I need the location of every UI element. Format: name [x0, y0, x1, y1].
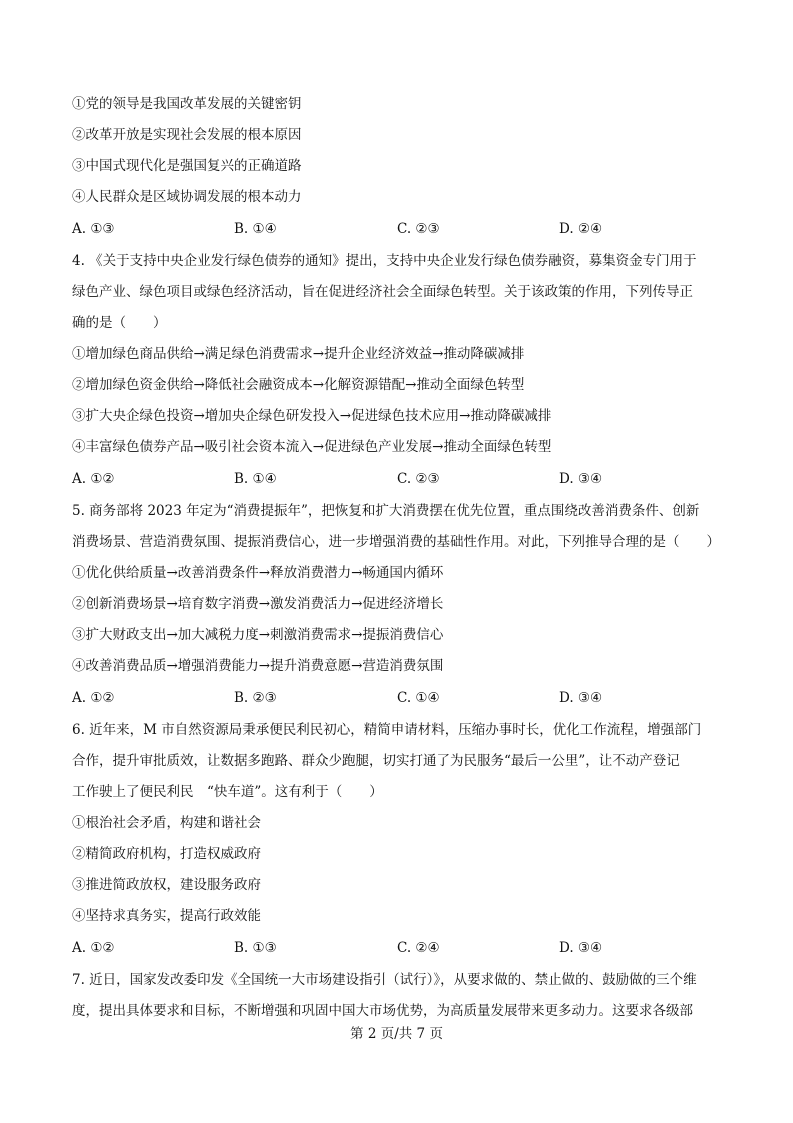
q5-item-4: ④改善消费品质→增强消费能力→提升消费意愿→营造消费氛围: [72, 658, 444, 674]
q5-item-3: ③扩大财政支出→加大减税力度→刺激消费需求→提振消费信心: [72, 627, 444, 643]
q3-options: [72, 219, 722, 239]
q3-option-a: A. ①③: [72, 221, 115, 237]
q7-stem-line-2: 度，提出具体要求和目标，不断增强和巩固中国大市场优势，为高质量发展带来更多动力。这要求各级部: [72, 1003, 693, 1019]
q6-stem-line-1: 6. 近年来，M 市自然资源局秉承便民利民初心，精简申请材料，压缩办事时长，优化工作流程，增强部门: [72, 722, 702, 738]
q3-option-d: D. ②④: [559, 221, 603, 237]
q6-item-4: ④坚持求真务实，提高行政效能: [72, 908, 261, 924]
q4-stem-line-3: 确的是（ ）: [72, 315, 167, 331]
q4-option-a: A. ①②: [72, 471, 115, 487]
q3-item-3: ③中国式现代化是强国复兴的正确道路: [72, 158, 302, 174]
q5-item-2: ②创新消费场景→培育数字消费→激发消费活力→促进经济增长: [72, 596, 444, 612]
q4-item-1: ①增加绿色商品供给→满足绿色消费需求→提升企业经济效益→推动降碳减排: [72, 346, 525, 362]
q4-item-2: ②增加绿色资金供给→降低社会融资成本→化解资源错配→推动全面绿色转型: [72, 377, 525, 393]
q6-option-b: B. ①③: [234, 940, 277, 956]
q5-option-d: D. ③④: [559, 690, 603, 706]
q4-option-d: D. ③④: [559, 471, 603, 487]
q4-option-b: B. ①④: [234, 471, 277, 487]
q3-item-1: ①党的领导是我国改革发展的关键密钥: [72, 96, 302, 112]
q4-item-4: ④丰富绿色债券产品→吸引社会资本流入→促进绿色产业发展→推动全面绿色转型: [72, 439, 552, 455]
q6-option-a: A. ①②: [72, 940, 115, 956]
q4-stem-line-2: 绿色产业、绿色项目或绿色经济活动，旨在促进经济社会全面绿色转型。关于该政策的作用，下列传导正: [72, 284, 693, 300]
q5-option-c: C. ①④: [397, 690, 440, 706]
q6-stem-line-2: 合作，提升审批质效，让数据多跑路、群众少跑腿，切实打通了为民服务“最后一公里”，让不动产登记: [72, 753, 680, 769]
q7-stem-line-1: 7. 近日，国家发改委印发《全国统一大市场建设指引（试行）》，从要求做的、禁止做的、鼓励做的三个维: [72, 972, 697, 988]
q6-options: [72, 938, 722, 958]
q5-option-a: A. ①②: [72, 690, 115, 706]
q6-stem-line-3: 工作驶上了便民利民 “快车道”。这有利于（ ）: [72, 784, 383, 800]
q3-item-2: ②改革开放是实现社会发展的根本原因: [72, 127, 302, 143]
q6-item-2: ②精简政府机构，打造权威政府: [72, 846, 261, 862]
q6-item-3: ③推进简政放权，建设服务政府: [72, 877, 261, 893]
page-footer: 第 2 页/共 7 页: [350, 1026, 443, 1042]
q4-stem-line-1: 4. 《关于支持中央企业发行绿色债券的通知》提出，支持中央企业发行绿色债券融资，募集资金专门用于: [72, 253, 697, 269]
q5-item-1: ①优化供给质量→改善消费条件→释放消费潜力→畅通国内循环: [72, 565, 444, 581]
q3-option-c: C. ②③: [397, 221, 440, 237]
q5-option-b: B. ②③: [234, 690, 277, 706]
q3-option-b: B. ①④: [234, 221, 277, 237]
q4-options: [72, 469, 722, 489]
q6-option-c: C. ②④: [397, 940, 440, 956]
q5-stem-line-2: 消费场景、营造消费氛围、提振消费信心，进一步增强消费的基础性作用。对此，下列推导合理的是（ ）: [72, 534, 720, 550]
q4-item-3: ③扩大央企绿色投资→增加央企绿色研发投入→促进绿色技术应用→推动降碳减排: [72, 408, 552, 424]
q5-options: [72, 688, 722, 708]
q3-item-4: ④人民群众是区域协调发展的根本动力: [72, 189, 302, 205]
q4-option-c: C. ②③: [397, 471, 440, 487]
q5-stem-line-1: 5. 商务部将 2023 年定为“消费提振年”，把恢复和扩大消费摆在优先位置，重点围绕改善消费条件、创新: [72, 503, 700, 519]
q6-item-1: ①根治社会矛盾，构建和谐社会: [72, 815, 261, 831]
q6-option-d: D. ③④: [559, 940, 603, 956]
